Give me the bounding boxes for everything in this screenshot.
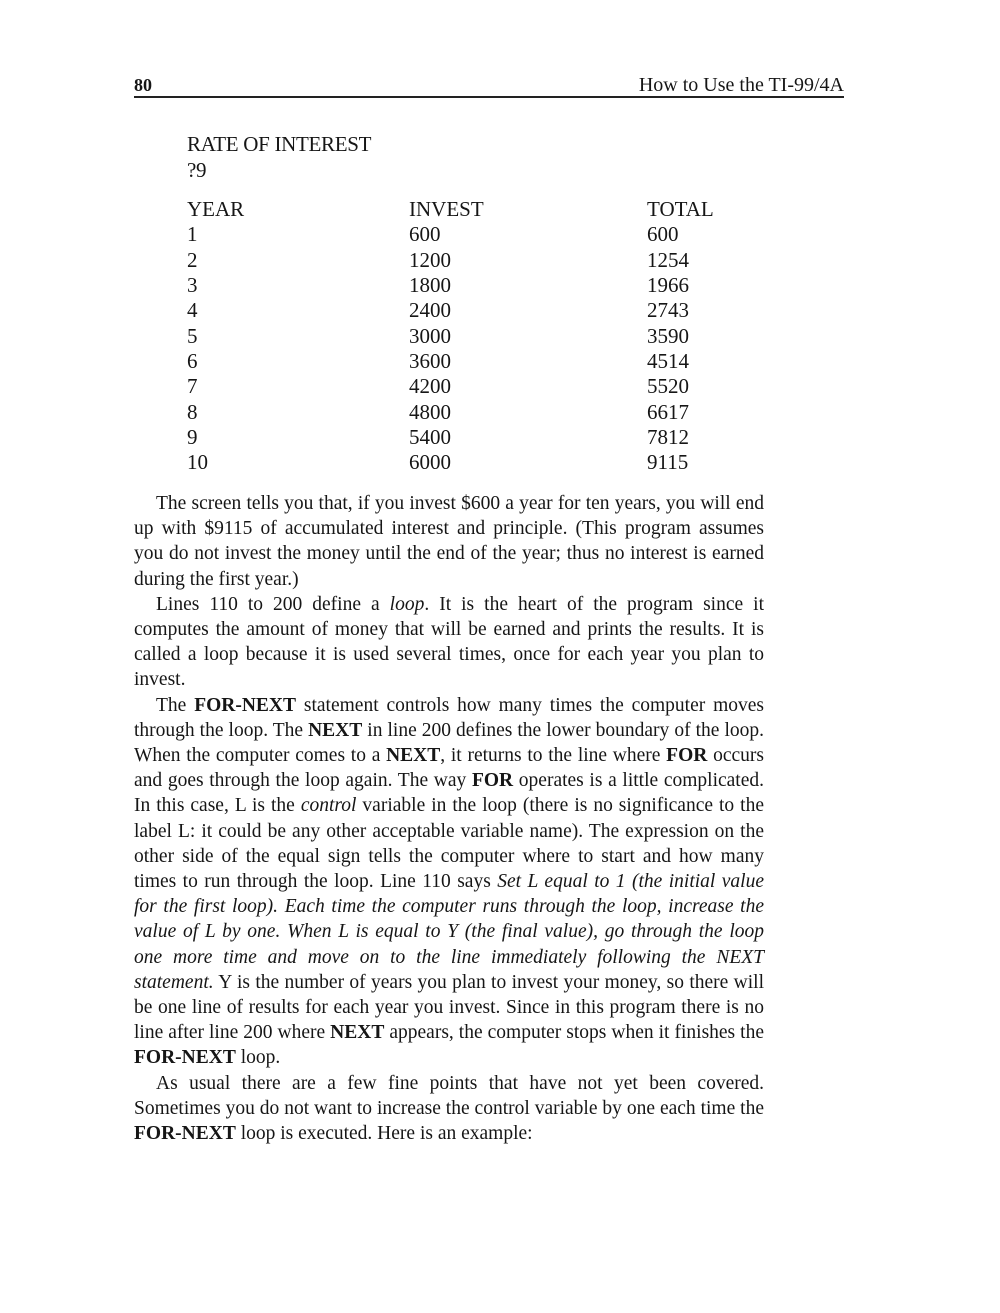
cell-invest: 4800 (409, 399, 451, 424)
cell-year: 4 (187, 298, 198, 323)
keyword: FOR-NEXT (134, 1123, 236, 1145)
body-text (134, 491, 764, 1146)
cell-total: 1254 (647, 247, 689, 272)
column-header-year: YEAR (187, 197, 245, 222)
paragraph-text: appears, the computer stops when it finishes the (384, 1022, 764, 1044)
keyword: NEXT (330, 1022, 385, 1044)
cell-year: 10 (187, 450, 208, 475)
cell-year: 1 (187, 222, 198, 247)
paragraph-text: loop is executed. Here is an example: (235, 1123, 533, 1145)
cell-total: 7812 (647, 424, 689, 449)
page-header (134, 74, 844, 97)
table-row (187, 349, 767, 374)
cell-year: 9 (187, 424, 198, 449)
paragraph-text: occurs and goes through the loop again. The way (134, 745, 764, 792)
table-row (187, 248, 767, 273)
paragraph-text: operates is a little complicated. In this case, L is the (134, 770, 764, 817)
paragraph (134, 592, 764, 693)
paragraph-text: statement controls how many times the computer moves through the loop. The (134, 694, 764, 741)
table-row (187, 399, 767, 424)
emphasis: Set L equal to 1 (the initial value for the first loop). Each time the computer runs through the loop, increase the value of L by one. When L is equal to Y (the final value), go through the loop one more time and move on to the line immediately following the NEXT statement. (134, 871, 764, 993)
cell-total: 1966 (647, 273, 689, 298)
cell-year: 6 (187, 348, 198, 373)
table-row (187, 425, 767, 450)
table-row (187, 374, 767, 399)
paragraph-text: variable in the loop (there is no significance to the label L: it could be any other acceptable variable name). The expression on the other side of the equal sign tells the computer where to start and how many times to run through the loop. Line 110 says (134, 795, 764, 893)
paragraph (134, 693, 764, 1071)
cell-year: 3 (187, 273, 198, 298)
cell-year: 5 (187, 323, 198, 348)
page-number: 80 (134, 75, 152, 95)
cell-total: 9115 (647, 450, 689, 475)
table-row (187, 273, 767, 298)
keyword: FOR-NEXT (134, 1047, 236, 1069)
cell-total: 600 (647, 222, 679, 247)
table-row (187, 298, 767, 323)
paragraph-text: The screen tells you that, if you invest $600 a year for ten years, you will end up with $9115 of accumulated interest and principle. (This program assumes you do not invest the money until the end of the year; thus no interest is earned during the first year.) (134, 493, 764, 590)
paragraph (134, 1071, 764, 1147)
paragraph-text: in line 200 defines the lower boundary of the loop. When the computer comes to a (134, 719, 764, 767)
prompt-label: RATE OF INTEREST (187, 132, 372, 156)
paragraph-text: loop. (235, 1047, 281, 1069)
column-header-total: TOTAL (647, 197, 714, 222)
paragraph-text: , it returns to the line where (440, 745, 667, 767)
cell-year: 8 (187, 399, 198, 424)
cell-invest: 5400 (409, 424, 451, 449)
keyword: FOR-NEXT (194, 694, 297, 716)
table-header-row (187, 197, 767, 222)
cell-invest: 3600 (409, 348, 451, 373)
paragraph-text: The (156, 694, 195, 716)
paragraph-text: Y is the number of years you plan to invest your money, so there will be one line of results for each year you invest. Since in this program there is no line after line 200 where (134, 971, 764, 1044)
keyword: FOR (471, 770, 514, 792)
cell-year: 7 (187, 374, 198, 399)
paragraph (134, 491, 764, 592)
table-row (187, 222, 767, 247)
cell-total: 3590 (647, 323, 689, 348)
cell-total: 4514 (647, 348, 689, 373)
paragraph-text: As usual there are a few fine points that have not yet been covered. Sometimes you do not want to increase the control variable by one each time the (134, 1072, 764, 1119)
emphasis: loop (389, 593, 425, 615)
cell-invest: 1200 (409, 247, 451, 272)
cell-total: 6617 (647, 399, 689, 424)
cell-year: 2 (187, 247, 198, 272)
cell-total: 2743 (647, 298, 689, 323)
table-row (187, 450, 767, 475)
emphasis: control (300, 795, 357, 817)
cell-invest: 1800 (409, 273, 451, 298)
keyword: NEXT (308, 719, 363, 741)
cell-total: 5520 (647, 374, 689, 399)
paragraph-text: Lines 110 to 200 define a (156, 593, 390, 615)
header-divider (134, 96, 844, 98)
column-header-invest: INVEST (409, 197, 484, 222)
cell-invest: 600 (409, 222, 441, 247)
table-row (187, 323, 767, 348)
keyword: NEXT (386, 745, 441, 767)
prompt-input: ?9 (187, 158, 207, 182)
running-title: How to Use the TI-99/4A (638, 74, 844, 96)
cell-invest: 4200 (409, 374, 451, 399)
cell-invest: 3000 (409, 323, 451, 348)
keyword: FOR (666, 745, 708, 767)
cell-invest: 2400 (409, 298, 451, 323)
paragraph-text: . It is the heart of the program since it computes the amount of money that will be earned and prints the results. It is called a loop because it is used several times, once for each year you plan to invest. (134, 593, 764, 691)
results-table (187, 197, 767, 475)
cell-invest: 6000 (409, 450, 451, 475)
